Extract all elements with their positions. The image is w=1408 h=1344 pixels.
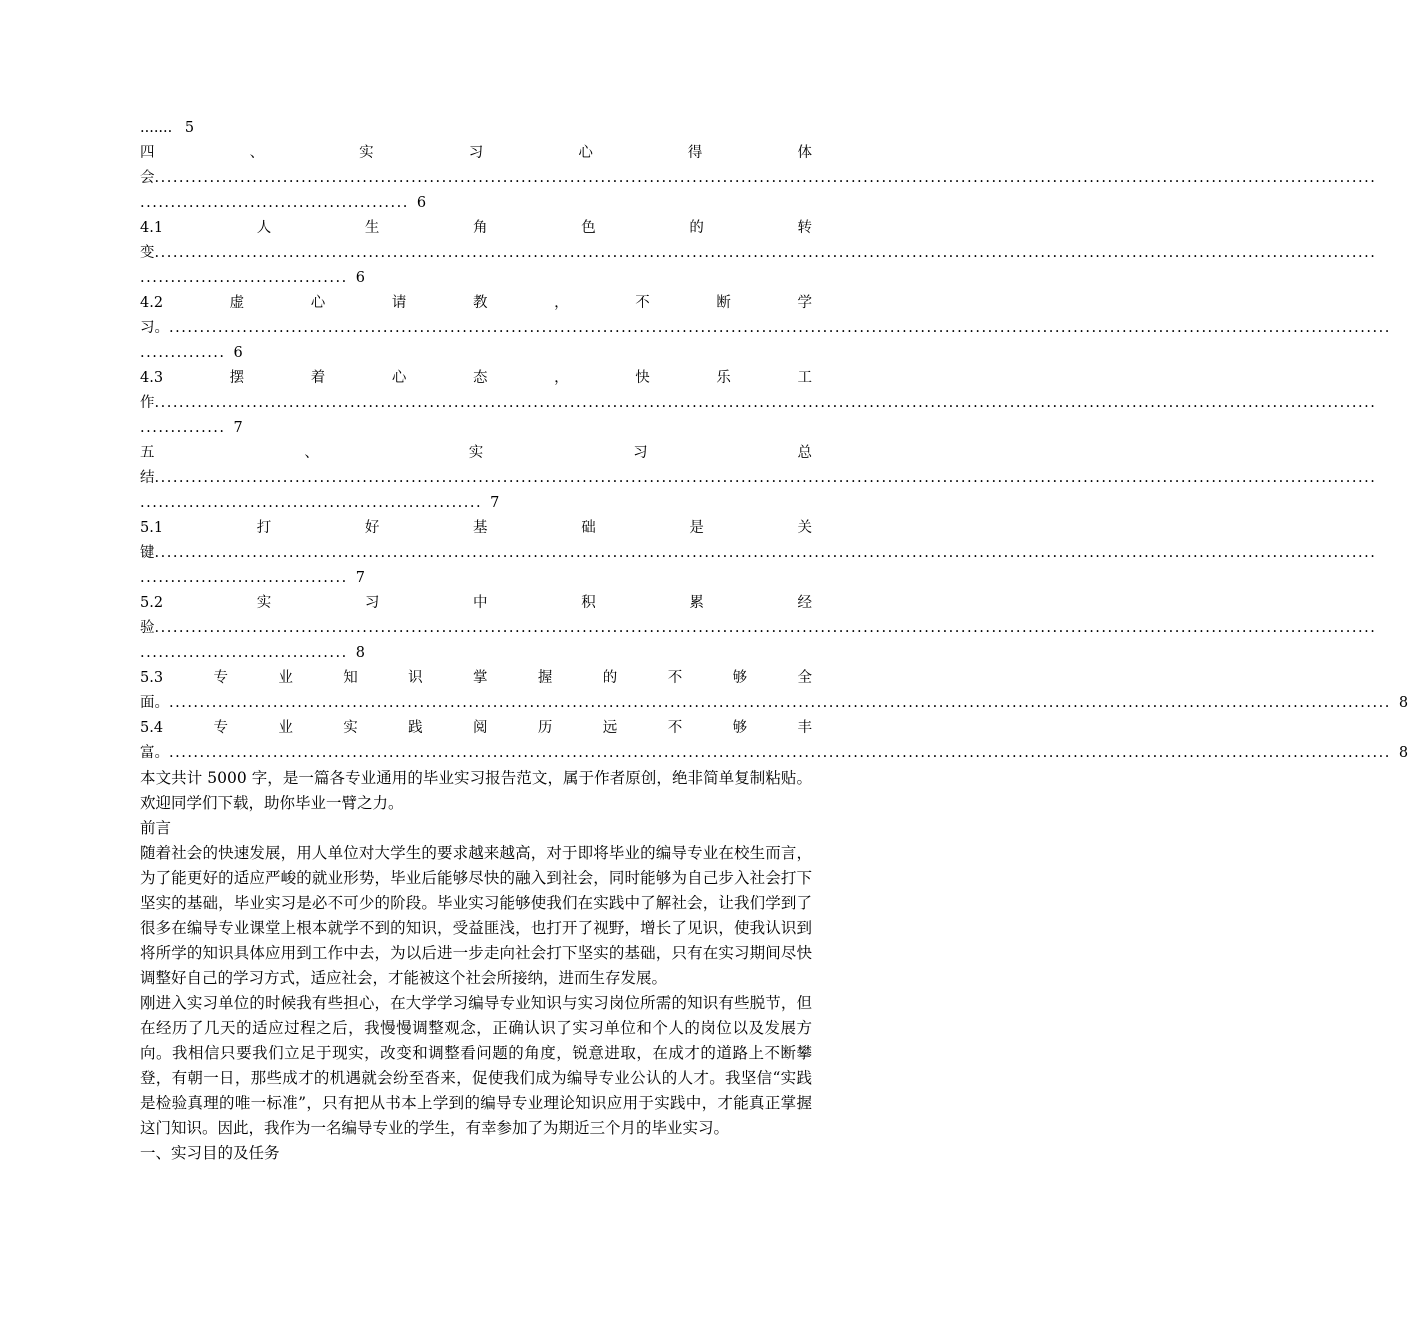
toc-title-char: 、: [304, 445, 319, 461]
toc-leader: ..............: [140, 345, 226, 361]
toc-title-char: 四: [140, 145, 155, 161]
toc-entry-leader-line: [140, 241, 1377, 266]
toc-entry-title[interactable]: [140, 716, 812, 741]
toc-title-char: 4.1: [140, 220, 164, 236]
toc-title-char: 丰: [797, 720, 812, 736]
toc-title-char: 4.2: [140, 295, 164, 311]
toc-title-char: 摆: [229, 370, 245, 386]
toc-entry-page-line: [140, 566, 812, 591]
toc-title-char: 是: [689, 520, 704, 536]
toc-title-tail: 键: [140, 545, 155, 561]
toc-title-char: 习: [468, 145, 484, 161]
toc-title-char: 好: [364, 520, 380, 536]
toc-title-char: 得: [687, 145, 703, 161]
toc-title-char: 态: [473, 370, 488, 386]
toc-leader: ..............: [140, 420, 226, 436]
toc-entry-page-line: [140, 416, 812, 441]
toc-title-char: 习: [364, 595, 380, 611]
toc-leader: ........................................................: [140, 495, 483, 511]
toc-title-tail: 结: [140, 470, 155, 486]
toc-title-char: 快: [635, 370, 650, 386]
toc-title-char: 不: [667, 720, 683, 736]
toc-leader: ..................................: [140, 645, 348, 661]
toc-title-char: 乐: [716, 370, 731, 386]
toc-title-char: 打: [256, 520, 272, 536]
toc-page-number: 6: [355, 270, 365, 286]
toc-title-char: 够: [732, 670, 748, 686]
body-paragraph-2: 刚进入实习单位的时候我有些担心，在大学学习编导专业知识与实习岗位所需的知识有些脱节，但在经历了几天的适应过程之后，我慢慢调整观念，正确认识了实习单位和个人的岗位以及发展方向。我相信只要我们立足于现实，改变和调整看问题的角度，锐意进取，在成才的道路上不断攀登，有朝一日，那些成才的机遇就会纷至沓来，促使我们成为编导专业公认的人才。我坚信“实践是检验真理的唯一标准”，只有把从书本上学到的编导专业理论知识应用于实践中，才能真正掌握这门知识。因此，我作为一名编导专业的学生，有幸参加了为期近三个月的毕业实习。: [140, 994, 812, 1137]
toc-title-char: 5.3: [140, 670, 164, 686]
toc-title-char: 总: [797, 445, 812, 461]
toc-entry-page-line: [140, 266, 812, 291]
toc-entry-title[interactable]: [140, 291, 812, 316]
toc-entry-title[interactable]: [140, 141, 812, 166]
toc-entry-page-line: [140, 491, 812, 516]
intro-note: 本文共计 5000 字，是一篇各专业通用的毕业实习报告范文，属于作者原创，绝非简单复制粘贴。欢迎同学们下载，助你毕业一臂之力。: [140, 769, 812, 812]
toc-title-tail: 会: [140, 170, 155, 186]
section-heading-1: 一、实习目的及任务: [140, 1144, 280, 1162]
toc-page-number: 7: [233, 420, 243, 436]
toc-title-char: ，: [554, 295, 569, 311]
toc-title-char: 经: [797, 595, 812, 611]
toc-entry-title[interactable]: [140, 441, 812, 466]
toc-title-char: 工: [797, 370, 812, 386]
toc-title-tail: 作: [140, 395, 155, 411]
toc-title-char: 着: [310, 370, 326, 386]
toc-title-char: 专: [213, 670, 228, 686]
toc-leader: ........................................................................................................................................................................................................: [169, 745, 1391, 761]
toc-title-char: 中: [473, 595, 488, 611]
toc-title-char: 全: [797, 670, 812, 686]
toc-leader: ..................................: [140, 570, 348, 586]
toc-title-char: 历: [537, 720, 553, 736]
toc-title-char: 业: [278, 720, 293, 736]
toc-page-number: 8: [1398, 695, 1408, 711]
toc-title-char: 五: [140, 445, 155, 461]
toc-entry-page-line: [140, 191, 812, 216]
toc-entry-title[interactable]: [140, 216, 812, 241]
toc-title-char: 础: [581, 520, 596, 536]
preface-heading: 前言: [140, 819, 172, 837]
toc-leader: ........................................................................................................................................................................................................: [154, 545, 1377, 561]
toc-title-char: 转: [797, 220, 812, 236]
toc-page-number: 7: [490, 495, 500, 511]
toc-leader: ........................................................................................................................................................................................................: [154, 170, 1377, 186]
toc-leader: ........................................................................................................................................................................................................: [154, 245, 1377, 261]
toc-title-char: 体: [797, 145, 812, 161]
table-of-contents: [140, 141, 1408, 766]
toc-leader: ..................................: [140, 270, 348, 286]
toc-leader: ........................................................................................................................................................................................................: [169, 320, 1391, 336]
toc-entry-leader-line: [140, 616, 1377, 641]
toc-entry-title[interactable]: [140, 516, 812, 541]
toc-title-char: 的: [689, 220, 704, 236]
toc-title-char: 基: [473, 520, 488, 536]
toc-title-char: 人: [256, 220, 272, 236]
toc-entry-leader-line: [140, 691, 1408, 716]
toc-title-char: 虚: [229, 295, 245, 311]
toc-entry-leader-line: [140, 316, 1391, 341]
toc-title-char: 、: [249, 145, 265, 161]
toc-title-char: 不: [667, 670, 683, 686]
body-paragraph-1: 随着社会的快速发展，用人单位对大学生的要求越来越高，对于即将毕业的编导专业在校生而言，为了能更好的适应严峻的就业形势，毕业后能够尽快的融入到社会，同时能够为自己步入社会打下坚实的基础，毕业实习是必不可少的阶段。毕业实习能够使我们在实践中了解社会，让我们学到了很多在编导专业课堂上根本就学不到的知识，受益匪浅，也打开了视野，增长了见识，使我认识到将所学的知识具体应用到工作中去，为以后进一步走向社会打下坚实的基础，只有在实习期间尽快调整好自己的学习方式，适应社会，才能被这个社会所接纳，进而生存发展。: [140, 844, 812, 987]
toc-title-char: 习: [633, 445, 648, 461]
toc-entry-leader-line: [140, 741, 1408, 766]
toc-title-char: 4.3: [140, 370, 164, 386]
toc-title-char: 心: [310, 295, 326, 311]
toc-title-char: 知: [343, 670, 358, 686]
toc-title-char: 请: [391, 295, 407, 311]
toc-title-char: 识: [408, 670, 423, 686]
toc-leader: ........................................................................................................................................................................................................: [169, 695, 1391, 711]
toc-entry-page-line: [140, 341, 812, 366]
toc-entry-title[interactable]: [140, 591, 812, 616]
toc-title-char: 阅: [473, 720, 488, 736]
toc-leader: ............................................: [140, 195, 409, 211]
toc-title-char: 掌: [473, 670, 488, 686]
toc-title-char: 远: [602, 720, 618, 736]
toc-title-tail: 习。: [140, 320, 169, 336]
toc-title-char: 心: [578, 145, 593, 161]
toc-entry-title[interactable]: [140, 666, 812, 691]
toc-title-char: 心: [391, 370, 407, 386]
toc-title-char: 关: [797, 520, 812, 536]
toc-entry-leader-line: [140, 541, 1377, 566]
toc-title-tail: 变: [140, 245, 155, 261]
toc-title-char: 专: [213, 720, 228, 736]
toc-title-char: 践: [408, 720, 423, 736]
toc-title-char: 教: [473, 295, 488, 311]
toc-entry-leader-line: [140, 466, 1377, 491]
toc-page-number: 5: [184, 120, 195, 136]
toc-title-char: 握: [537, 670, 553, 686]
toc-page-number: 6: [233, 345, 243, 361]
toc-entry-title[interactable]: [140, 366, 812, 391]
toc-leader: ........................................................................................................................................................................................................: [154, 470, 1377, 486]
toc-title-char: 累: [689, 595, 704, 611]
toc-title-char: 积: [581, 595, 596, 611]
toc-title-char: 够: [732, 720, 748, 736]
toc-title-char: 色: [581, 220, 596, 236]
toc-entry-leader-line: [140, 166, 1377, 191]
toc-top-fragment: [140, 116, 812, 141]
toc-page-number: 7: [355, 570, 365, 586]
toc-title-char: 实: [256, 595, 272, 611]
toc-title-char: 业: [278, 670, 293, 686]
toc-title-char: 生: [364, 220, 380, 236]
toc-leader: ........................................................................................................................................................................................................: [154, 395, 1377, 411]
toc-title-char: 断: [716, 295, 731, 311]
toc-title-char: 5.1: [140, 520, 164, 536]
toc-page-number: 8: [355, 645, 365, 661]
toc-title-char: 5.4: [140, 720, 164, 736]
toc-title-char: ，: [554, 370, 569, 386]
toc-page-number: 8: [1398, 745, 1408, 761]
toc-title-tail: 富。: [140, 745, 169, 761]
toc-title-char: 实: [359, 145, 374, 161]
document-page: [140, 116, 1408, 1166]
toc-title-char: 的: [602, 670, 618, 686]
toc-title-char: 实: [343, 720, 358, 736]
toc-title-char: 5.2: [140, 595, 164, 611]
toc-title-char: 实: [468, 445, 484, 461]
toc-leader: ........................................................................................................................................................................................................: [154, 620, 1377, 636]
toc-leader: .......: [140, 120, 173, 136]
toc-entry-leader-line: [140, 391, 1377, 416]
toc-title-tail: 面。: [140, 695, 169, 711]
toc-title-char: 学: [797, 295, 812, 311]
toc-title-tail: 验: [140, 620, 155, 636]
toc-entry-page-line: [140, 641, 812, 666]
toc-page-number: 6: [416, 195, 427, 211]
toc-title-char: 不: [635, 295, 650, 311]
toc-title-char: 角: [473, 220, 488, 236]
